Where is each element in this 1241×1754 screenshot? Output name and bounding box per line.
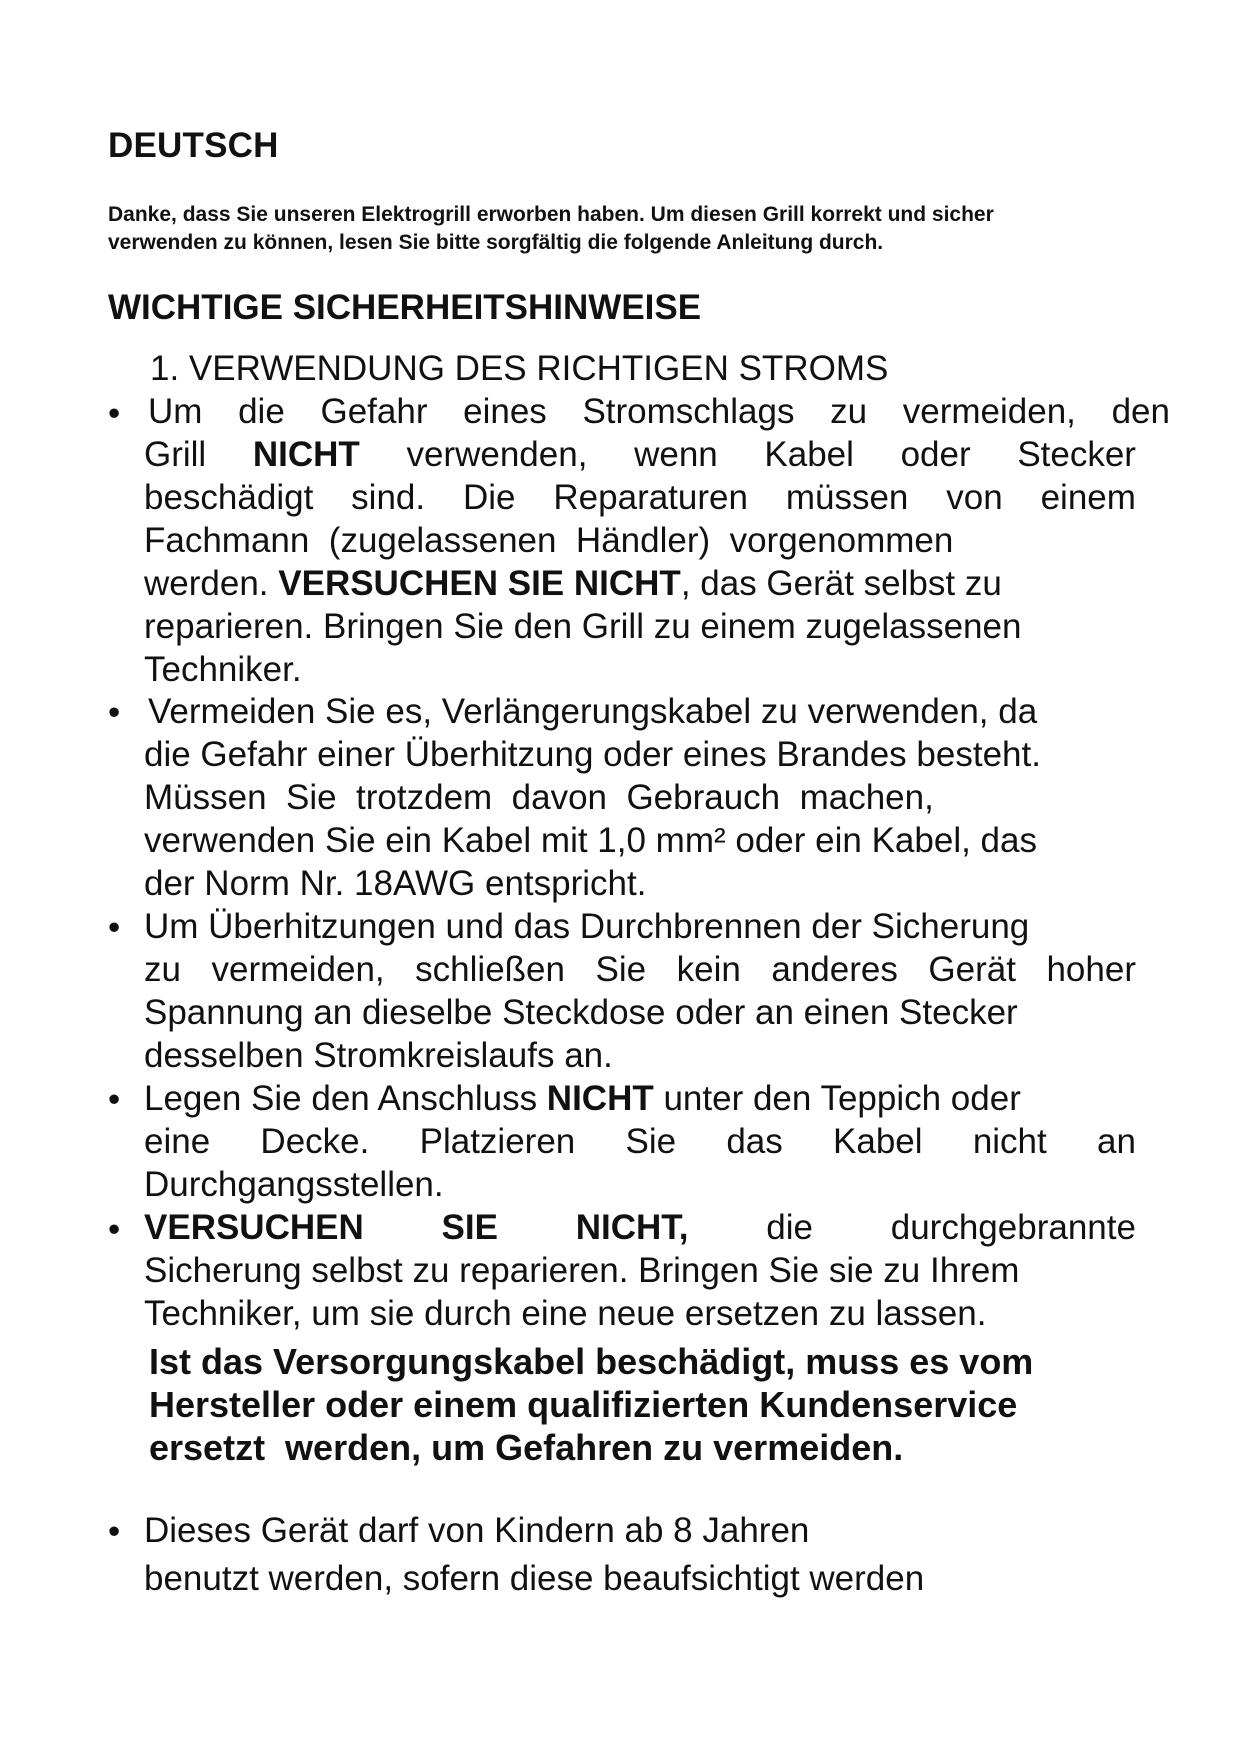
bullet-icon: • [108,394,121,433]
bullet-2-line-3: Müssen Sie trotzdem davon Gebrauch machen, [144,778,934,817]
bullet-4-line-1: Legen Sie den Anschluss NICHT unter den Teppich oder [144,1079,1021,1118]
bullet-2-line-4: verwenden Sie ein Kabel mit 1,0 mm² oder ein Kabel, das [144,821,1037,860]
bullet-2-line-5: der Norm Nr. 18AWG entspricht. [144,864,647,903]
bullet-icon: • [108,693,121,732]
subsection-heading: 1. VERWENDUNG DES RICHTIGEN STROMS [150,349,889,388]
intro-line: verwenden zu können, lesen Sie bitte sorgfältig die folgende Anleitung durch. [108,231,884,254]
bullet-1-line-2: Grill NICHT verwenden, wenn Kabel oder Stecker [144,435,1136,474]
bullet-3-line-1: Um Überhitzungen und das Durchbrennen der Sicherung [144,907,1030,946]
intro-line: Danke, dass Sie unseren Elektrogrill erworben haben. Um diesen Grill korrekt und sicher [108,203,994,226]
bullet-1-line-7: Techniker. [144,650,302,689]
power-cord-warning [149,1340,1033,1469]
bullet-1-line-1: Um die Gefahr eines Stromschlags zu vermeiden, den [148,392,1170,431]
bullet-icon: • [108,1080,121,1119]
bullet-3-line-2: zu vermeiden, schließen Sie kein anderes Gerät hoher [144,950,1136,989]
bullet-2-line-2: die Gefahr einer Überhitzung oder eines Brandes besteht. [144,735,1041,774]
bullet-4-line-3: Durchgangsstellen. [144,1165,444,1204]
bullet-4-line-2: eine Decke. Platzieren Sie das Kabel nicht an [144,1122,1136,1161]
bullet-5-line-1: VERSUCHEN SIE NICHT, die durchgebrannte [144,1208,1136,1247]
bullet-1-line-3: beschädigt sind. Die Reparaturen müssen von einem [144,478,1136,517]
bullet-icon: • [108,908,121,947]
bullet-6-line-2: benutzt werden, sofern diese beaufsichtigt werden [144,1559,925,1598]
bullet-3-line-3: Spannung an dieselbe Steckdose oder an einen Stecker [144,993,1018,1032]
bullet-2-line-1: Vermeiden Sie es, Verlängerungskabel zu verwenden, da [148,692,1038,731]
warning-line: Hersteller oder einem qualifizierten Kundenservice [149,1384,1018,1425]
bullet-3-line-4: desselben Stromkreislaufs an. [144,1036,613,1075]
intro-paragraph [108,201,1148,257]
bullet-5-line-2: Sicherung selbst zu reparieren. Bringen Sie sie zu Ihrem [144,1251,1020,1290]
bullet-icon: • [108,1210,121,1249]
bullet-5-line-3: Techniker, um sie durch eine neue ersetzen zu lassen. [144,1294,987,1333]
bullet-1-line-6: reparieren. Bringen Sie den Grill zu einem zugelassenen [144,607,1022,646]
bullet-1-line-4: Fachmann (zugelassenen Händler) vorgenommen [144,521,954,560]
bullet-icon: • [108,1512,121,1551]
warning-line: Ist das Versorgungskabel beschädigt, muss es vom [149,1341,1034,1382]
bullet-1-line-5: werden. VERSUCHEN SIE NICHT, das Gerät selbst zu [144,564,1002,603]
safety-heading: WICHTIGE SICHERHEITSHINWEISE [108,288,702,327]
bullet-6-line-1: Dieses Gerät darf von Kindern ab 8 Jahren [144,1511,810,1550]
language-heading: DEUTSCH [108,126,279,165]
warning-line: ersetzt werden, um Gefahren zu vermeiden. [149,1427,904,1468]
